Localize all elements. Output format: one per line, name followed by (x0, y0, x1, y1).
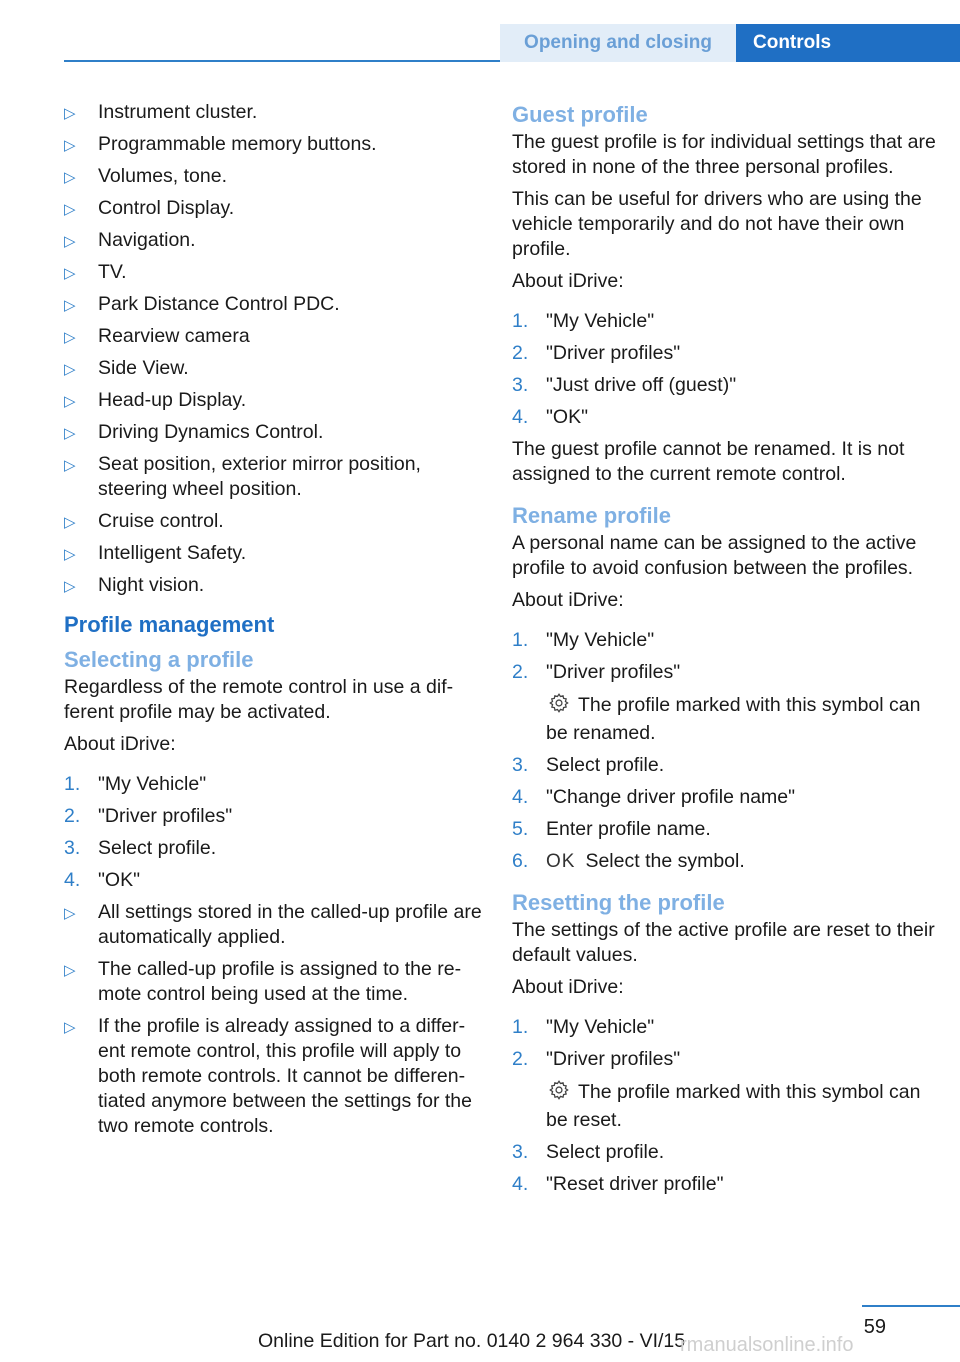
rename-profile-heading: Rename profile (512, 503, 671, 528)
list-item-text: Control Display. (98, 197, 235, 219)
list-item: 2. "Driver profiles" (512, 1048, 681, 1070)
ok-symbol-icon: OK (546, 851, 576, 872)
resetting-profile-heading: Resetting the profile (512, 890, 725, 915)
list-item (64, 420, 482, 445)
list-number: 1. (64, 773, 81, 795)
bullet-triangle-icon: ▷ (64, 137, 76, 154)
bullet-triangle-icon: ▷ (64, 361, 76, 378)
list-item-text: Instrument cluster. (98, 101, 258, 123)
list-item-text: Rearview camera (98, 325, 250, 347)
list-item-text: Driving Dynamics Control. (98, 421, 324, 443)
list-item (64, 292, 482, 317)
list-item-text: Programmable memory buttons. (98, 133, 377, 155)
list-item (64, 509, 482, 534)
bullet-triangle-icon: ▷ (64, 265, 76, 282)
list-item: 6. OK Select the symbol. (512, 850, 745, 872)
list-number: 4. (512, 406, 529, 428)
list-item (64, 164, 482, 189)
profile-management-heading: Profile management (64, 612, 275, 637)
list-item (64, 868, 482, 893)
list-item-text: "My Vehicle" (546, 310, 655, 332)
bullet-triangle-icon: ▷ (64, 105, 76, 122)
list-item: 3. Select profile. (512, 754, 665, 776)
list-number: 2. (64, 805, 81, 827)
list-item: 4. "Change driver profile name" (512, 786, 796, 808)
list-number: 4. (64, 869, 81, 891)
bullet-triangle-icon: ▷ (64, 425, 76, 442)
list-item-text: Park Distance Control PDC. (98, 293, 340, 315)
bullet-triangle-icon: ▷ (64, 393, 76, 410)
list-item-text: Volumes, tone. (98, 165, 227, 187)
footer-rule (862, 1305, 960, 1307)
about-idrive-label: About iDrive: (64, 733, 176, 755)
bullet-triangle-icon: ▷ (64, 546, 76, 563)
guest-profile-p2: This can be useful for drivers who are using the vehicle temporarily and do not have their own profile. (512, 188, 922, 260)
list-item: 1. "My Vehicle" (512, 1016, 655, 1038)
bullet-triangle-icon: ▷ (64, 169, 76, 186)
rename-profile-p1: A personal name can be assigned to the active profile to avoid confusion between the profiles. (512, 532, 917, 579)
about-idrive-label: About iDrive: (512, 589, 624, 611)
guest-profile-heading: Guest profile (512, 102, 648, 127)
bullet-triangle-icon: ▷ (64, 1019, 76, 1036)
list-item (64, 324, 482, 349)
list-item (64, 196, 482, 221)
bullet-triangle-icon: ▷ (64, 457, 76, 474)
gear-icon (548, 1079, 570, 1108)
guest-steps-list (512, 309, 937, 430)
selecting-profile-heading: Selecting a profile (64, 647, 254, 672)
list-item (64, 100, 482, 125)
list-item-text: Select profile. (98, 837, 217, 859)
bullet-triangle-icon: ▷ (64, 905, 76, 922)
list-item (64, 388, 482, 413)
bullet-triangle-icon: ▷ (64, 962, 76, 979)
list-item-text: "OK" (98, 869, 141, 891)
list-item-note: The profile marked with this symbol can be reset. (546, 1081, 921, 1131)
list-item: 1. "My Vehicle" (512, 629, 655, 651)
gear-icon (548, 692, 570, 721)
list-item (64, 132, 482, 157)
list-item (64, 228, 482, 253)
page-number: 59 (863, 1316, 886, 1338)
bullet-triangle-icon: ▷ (64, 514, 76, 531)
tab-controls[interactable]: Controls (736, 24, 960, 62)
list-item-text: Head-up Display. (98, 389, 247, 411)
list-item-text: "My Vehicle" (98, 773, 207, 795)
list-item: 5. Enter profile name. (512, 818, 711, 840)
list-item-text: "OK" (546, 406, 589, 428)
list-item-text: If the profile is already assigned to a different remote control, this profile will apply to both remote controls. It cannot be differentiated anymore between the settings for the two remote controls. (98, 1015, 472, 1137)
list-item-text: "Driver profiles" (546, 342, 681, 364)
list-item (64, 772, 482, 797)
about-idrive-label: About iDrive: (512, 976, 624, 998)
list-item-text: Side View. (98, 357, 189, 379)
bullet-triangle-icon: ▷ (64, 201, 76, 218)
tab-opening-and-closing[interactable]: Opening and closing (500, 24, 736, 62)
list-item (512, 309, 937, 334)
edition-text: Online Edition for Part no. 0140 2 964 330 - VI/15 (258, 1330, 686, 1352)
list-item (64, 356, 482, 381)
list-item (64, 836, 482, 861)
selecting-profile-intro: Regardless of the remote control in use a different profile may be activated. (64, 676, 454, 723)
list-item-text: "Driver profiles" (98, 805, 233, 827)
list-item-text: "Just drive off (guest)" (546, 374, 737, 396)
list-item-text: All settings stored in the called-up profile are automatically applied. (98, 901, 482, 948)
list-number: 2. (512, 342, 529, 364)
list-item (64, 900, 482, 950)
list-item (512, 405, 937, 430)
list-item-text: Intelligent Safety. (98, 542, 247, 564)
list-item (64, 804, 482, 829)
list-number: 3. (512, 374, 529, 396)
list-number: 1. (512, 310, 529, 332)
list-item-text: Night vision. (98, 574, 205, 596)
selecting-steps-list (64, 772, 482, 893)
list-item (64, 260, 482, 285)
bullet-triangle-icon: ▷ (64, 329, 76, 346)
list-item-text: Seat position, exterior mirror position, steering wheel position. (98, 453, 421, 500)
list-item: 4. "Reset driver profile" (512, 1173, 724, 1195)
list-item-text: TV. (98, 261, 127, 283)
list-item: 3. Select profile. (512, 1141, 665, 1163)
list-item (64, 573, 482, 598)
list-item (64, 452, 482, 502)
feature-bullet-list (64, 100, 482, 598)
left-column (64, 100, 482, 1146)
bullet-triangle-icon: ▷ (64, 578, 76, 595)
list-item-text: Cruise control. (98, 510, 224, 532)
list-item (512, 341, 937, 366)
list-item (64, 1014, 482, 1139)
right-column (512, 100, 937, 1204)
list-item: 2. "Driver profiles" (512, 661, 681, 683)
list-item (512, 373, 937, 398)
list-number: 3. (64, 837, 81, 859)
list-item-note: The profile marked with this symbol can be renamed. (546, 694, 921, 744)
bullet-triangle-icon: ▷ (64, 297, 76, 314)
list-item (64, 957, 482, 1007)
watermark: rmanualsonline.info (680, 1334, 854, 1356)
guest-profile-p3: The guest profile cannot be renamed. It is not assigned to the current remote control. (512, 438, 905, 485)
list-item (64, 541, 482, 566)
selecting-notes-list (64, 900, 482, 1139)
list-item-text: The called-up profile is assigned to the remote control being used at the time. (98, 958, 462, 1005)
reset-profile-p1: The settings of the active profile are reset to their default values. (512, 919, 935, 966)
list-item-text: Navigation. (98, 229, 196, 251)
guest-profile-p1: The guest profile is for individual settings that are stored in none of the three personal profiles. (512, 131, 936, 178)
bullet-triangle-icon: ▷ (64, 233, 76, 250)
about-idrive-label: About iDrive: (512, 270, 624, 292)
